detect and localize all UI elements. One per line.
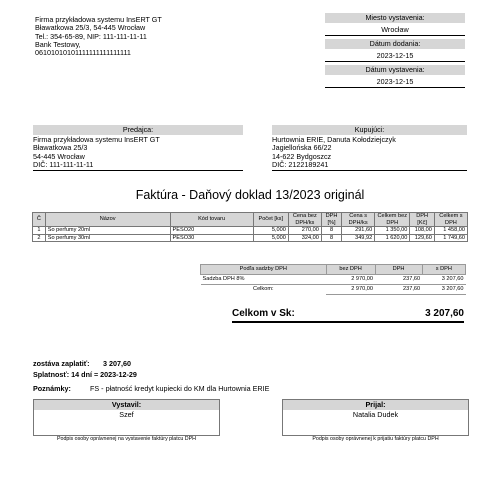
- col-net-price: Cena bez DPH/ks: [288, 213, 321, 227]
- cell-vat-amount: 108,00: [410, 227, 435, 235]
- buyer-details: [272, 135, 467, 171]
- vat-rate-gross: 3 207,60: [422, 275, 465, 285]
- col-name: Názov: [45, 213, 170, 227]
- col-code: Kód tovaru: [170, 213, 253, 227]
- buyer-label: Kupujúci:: [272, 125, 467, 135]
- remaining-value: 3 207,60: [103, 359, 131, 368]
- items-table: [32, 212, 468, 242]
- vat-col-gross: s DPH: [422, 265, 465, 275]
- seller-header-account: 06101010101111111111111111: [35, 48, 131, 58]
- vat-total-label: Celkom:: [253, 286, 274, 293]
- issued-by-label: Vystavil:: [34, 400, 219, 410]
- issued-by-caption: Podpis osoby oprávnenej na vystavenie faktúry platcu DPH: [57, 436, 196, 442]
- seller-header-address: Bławatkowa 25/3, 54-445 Wrocław: [35, 23, 146, 33]
- buyer-city: 14-622 Bydgoszcz: [272, 151, 332, 161]
- issued-by-box: [33, 399, 220, 436]
- invoice-title: Faktúra - Daňový doklad 13/2023 originál: [135, 188, 365, 202]
- issue-date-value: 2023-12-15: [325, 77, 465, 88]
- vat-total-net: 2 970,00: [326, 285, 375, 295]
- vat-col-net: bez DPH: [326, 265, 375, 275]
- invoice-meta: [325, 13, 465, 88]
- cell-code: PESO30: [170, 234, 253, 242]
- cell-net-price: 270,00: [288, 227, 321, 235]
- vat-summary-table: [200, 264, 466, 295]
- table-row: [33, 227, 468, 235]
- issue-date-label: Dátum vystavenia:: [325, 65, 465, 75]
- buyer-block: [272, 125, 467, 171]
- table-row: [33, 234, 468, 242]
- received-by-name: Natalia Dudek: [352, 410, 399, 419]
- col-net-total: Celkem bez DPH: [375, 213, 410, 227]
- seller-header-name: Firma przykładowa systemu InsERT GT: [35, 15, 162, 24]
- delivery-date-value: 2023-12-15: [325, 51, 465, 62]
- items-header-row: [33, 213, 468, 227]
- seller-header-bank: Bank Testowy,: [35, 39, 81, 49]
- cell-gross-total: 1 458,00: [434, 227, 467, 235]
- notes-value: FS - płatność kredyt kupiecki do KM dla Hurtownia ERIE: [90, 384, 270, 393]
- grand-total-value: 3 207,60: [425, 308, 464, 319]
- cell-vat-rate: 8: [321, 234, 341, 242]
- col-vat-rate: DPH [%]: [321, 213, 341, 227]
- cell-gross-total: 1 749,60: [434, 234, 467, 242]
- seller-street: Bławatkowa 25/3: [33, 143, 88, 153]
- cell-net-price: 324,00: [288, 234, 321, 242]
- buyer-name: Hurtownia ERIE, Danuta Kołodziejczyk: [272, 135, 396, 144]
- grand-total-label: Celkom v Sk:: [232, 308, 295, 319]
- cell-net-total: 1 350,00: [375, 227, 410, 235]
- cell-vat-amount: 129,60: [410, 234, 435, 242]
- buyer-tax-id: DIČ: 2122189241: [272, 159, 329, 169]
- seller-header-block: [35, 16, 275, 57]
- place-value: Wrocław: [325, 25, 465, 36]
- vat-rate-label: Sadzba DPH 8%: [201, 275, 327, 285]
- vat-col-vat: DPH: [375, 265, 422, 275]
- col-vat-amount: DPH [Kč]: [410, 213, 435, 227]
- cell-gross-price: 349,92: [342, 234, 375, 242]
- place-label: Miesto vystavenia:: [325, 13, 465, 23]
- seller-city: 54-445 Wrocław: [33, 151, 85, 161]
- vat-rate-vat: 237,60: [375, 275, 422, 285]
- cell-number: 2: [33, 234, 46, 242]
- seller-header-contact: Tel.: 354-65-89, NIP: 111-111-11-11: [35, 31, 147, 41]
- received-by-box: [282, 399, 469, 436]
- cell-name: So perfumy 20ml: [45, 227, 170, 235]
- cell-number: 1: [33, 227, 46, 235]
- received-by-caption: Podpis osoby oprávnenej k prijatiu faktúry platcu DPH: [312, 436, 439, 442]
- cell-gross-price: 291,60: [342, 227, 375, 235]
- seller-block: [33, 125, 243, 171]
- col-gross-price: Cena s DPH/ks: [342, 213, 375, 227]
- seller-name: Firma przykładowa systemu InsERT GT: [33, 135, 160, 144]
- cell-net-total: 1 620,00: [375, 234, 410, 242]
- vat-rate-net: 2 970,00: [326, 275, 375, 285]
- buyer-street: Jagiellońska 66/22: [272, 143, 332, 153]
- notes: [33, 385, 473, 393]
- cell-quantity: 5,000: [253, 234, 288, 242]
- vat-total-gross: 3 207,60: [422, 285, 465, 295]
- vat-total-row: [201, 285, 466, 295]
- cell-code: PESO20: [170, 227, 253, 235]
- seller-details: [33, 135, 243, 171]
- issued-by-name: Szef: [119, 410, 134, 419]
- vat-col-rate: Podľa sadzby DPH: [201, 265, 327, 275]
- col-quantity: Počet [ks]: [253, 213, 288, 227]
- payment-due: Splatnosť: 14 dní = 2023-12-29: [33, 370, 137, 379]
- remaining-label: zostáva zaplatiť:: [33, 359, 90, 368]
- received-by-label: Prijal:: [283, 400, 468, 410]
- seller-label: Predajca:: [33, 125, 243, 135]
- seller-tax-id: DIČ: 111-111-11-11: [33, 159, 94, 169]
- grand-total: [232, 307, 464, 323]
- col-number: Č: [33, 213, 46, 227]
- delivery-date-label: Dátum dodania:: [325, 39, 465, 49]
- vat-total-vat: 237,60: [375, 285, 422, 295]
- vat-header-row: [201, 265, 466, 275]
- cell-vat-rate: 8: [321, 227, 341, 235]
- payment-remaining: [33, 360, 233, 368]
- col-gross-total: Celkem s DPH: [434, 213, 467, 227]
- cell-quantity: 5,000: [253, 227, 288, 235]
- cell-name: So perfumy 30ml: [45, 234, 170, 242]
- notes-label: Poznámky:: [33, 384, 71, 393]
- vat-rate-row: [201, 275, 466, 285]
